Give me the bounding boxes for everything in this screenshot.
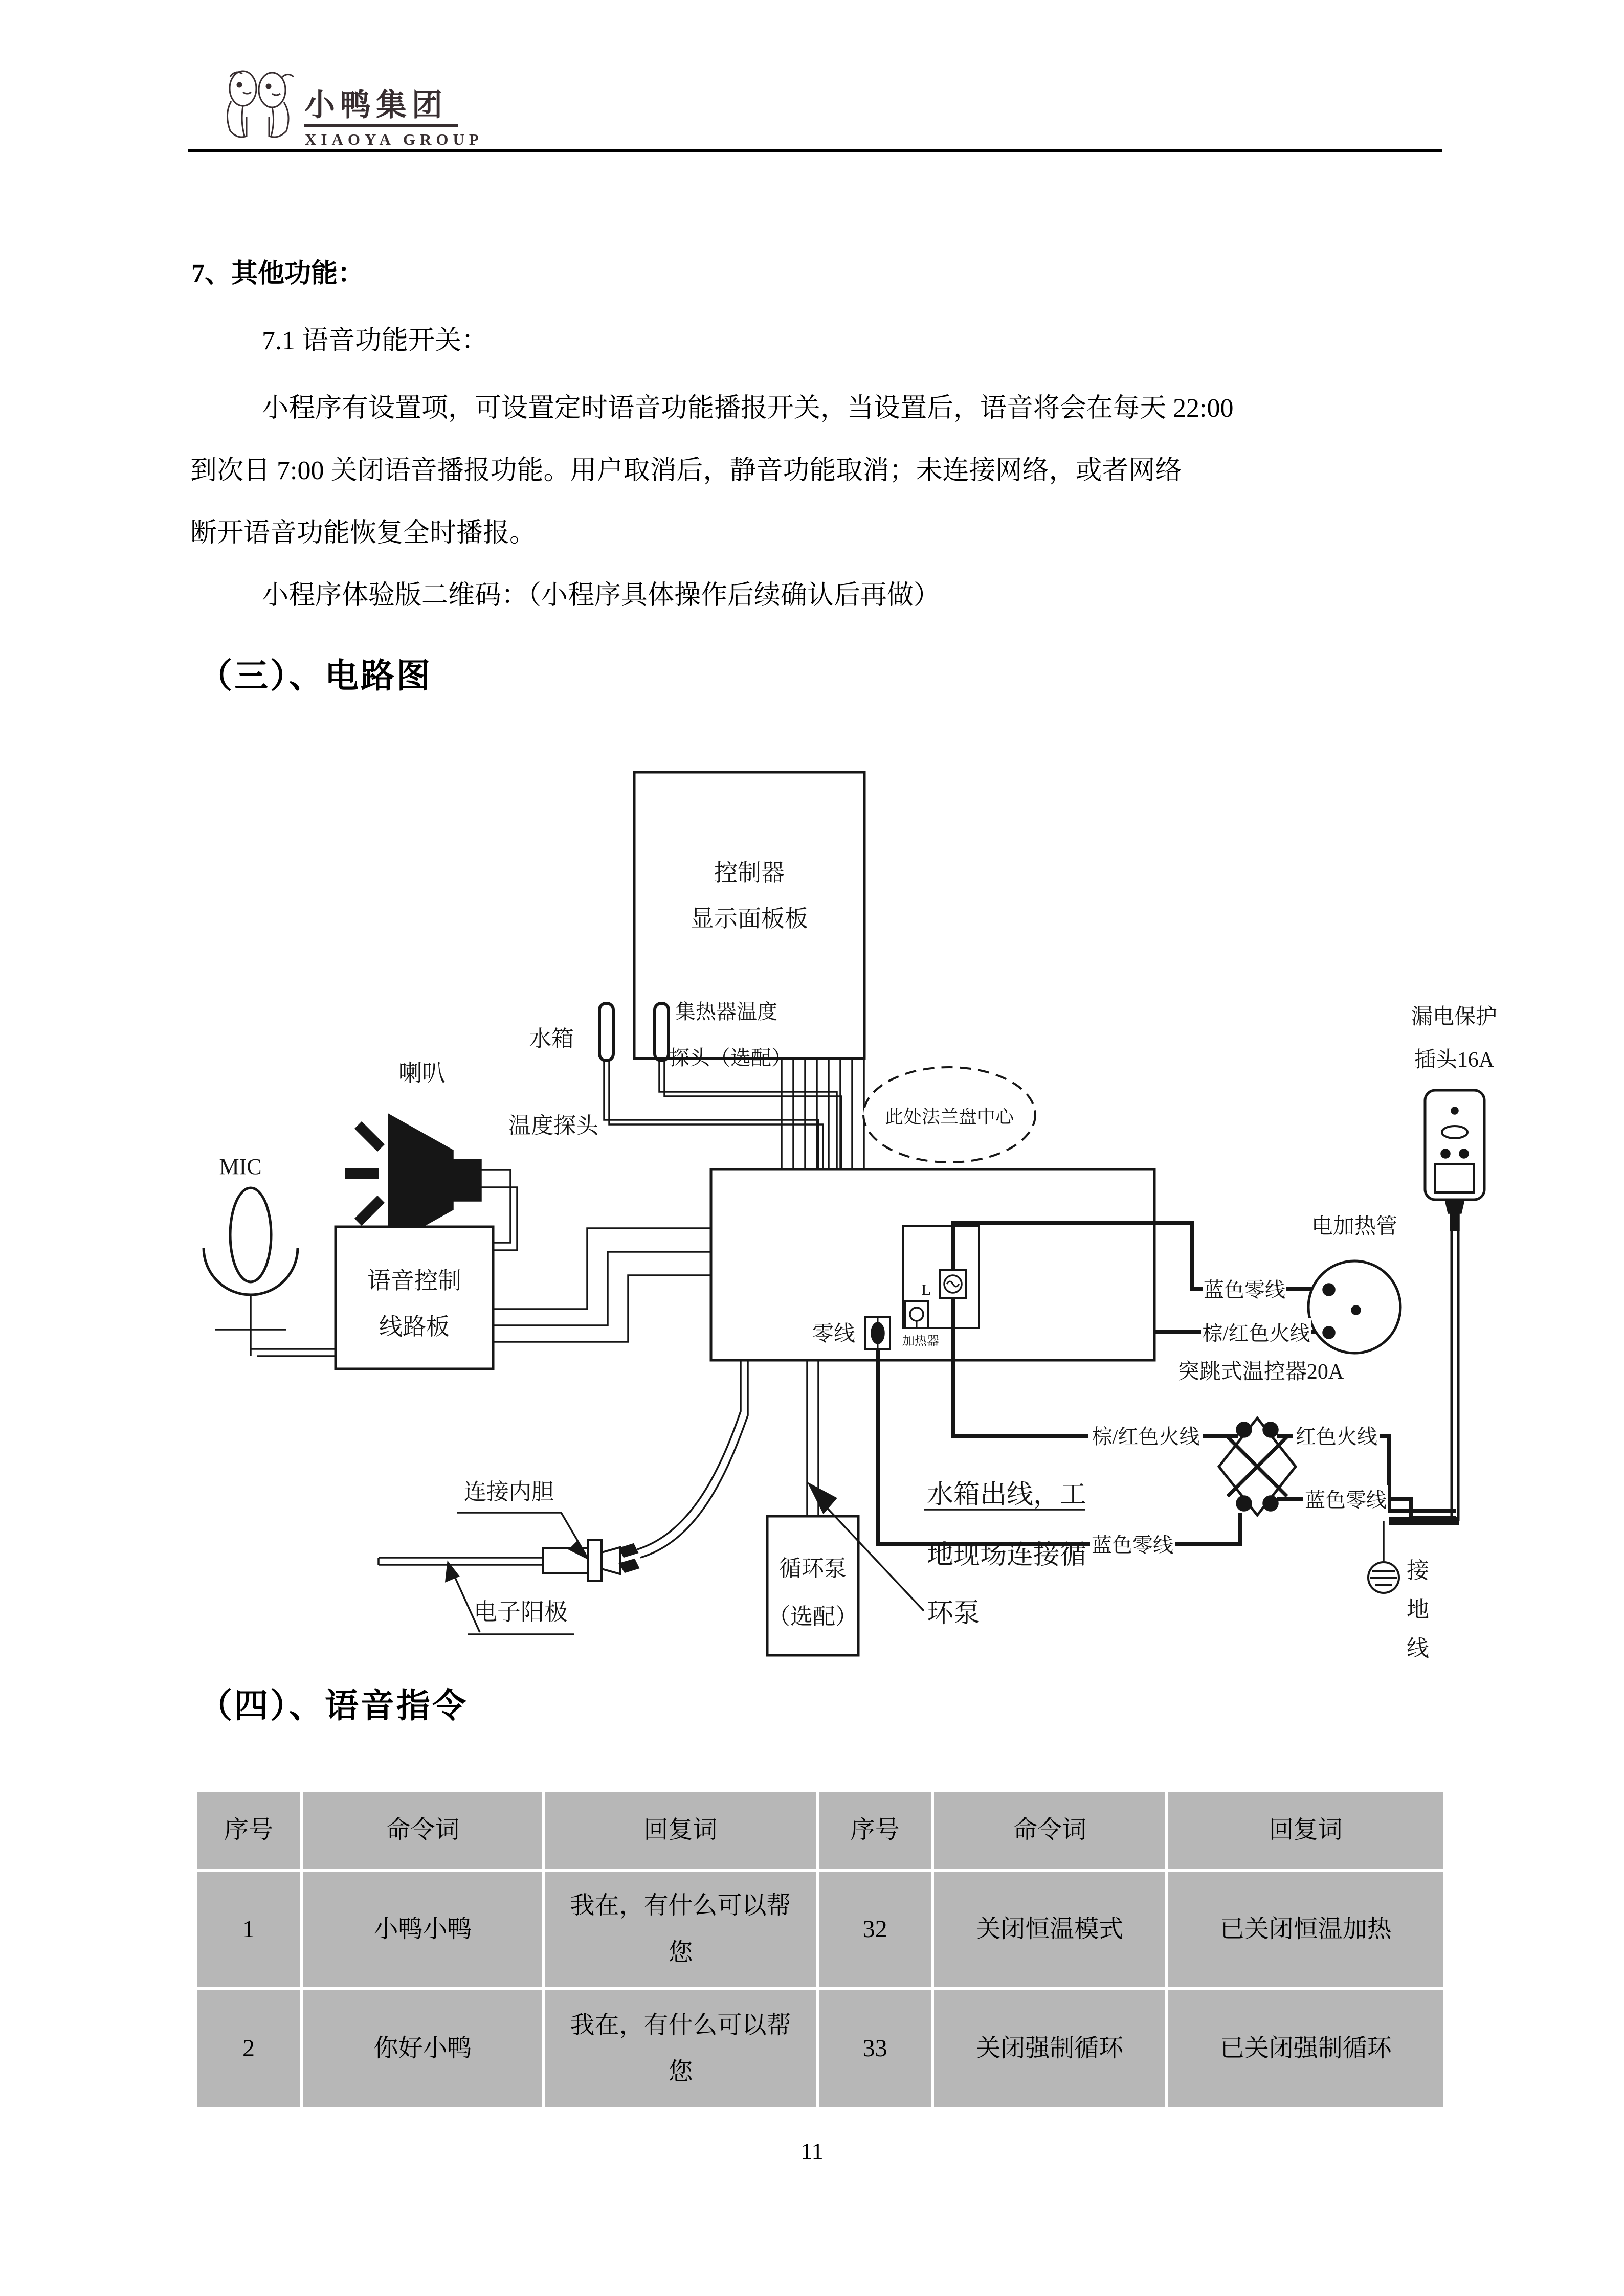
paragraph-line3: 断开语音功能恢复全时播报。 — [190, 519, 537, 548]
cell-index: 2 — [197, 1990, 300, 2107]
col-header-reply-left: 回复词 — [545, 1792, 816, 1869]
anode-icon — [379, 1361, 748, 1581]
connect-liner-label: 连接内胆 — [464, 1479, 554, 1504]
neutral-label: 零线 — [812, 1322, 856, 1346]
controller-label-2: 显示面板板 — [691, 906, 808, 932]
brand-name-en: XIAOYA GROUP — [305, 130, 483, 148]
col-header-index-left: 序号 — [197, 1792, 300, 1869]
cell-index: 33 — [819, 1990, 931, 2107]
table-row — [197, 1990, 1443, 2107]
mic-icon — [204, 1188, 298, 1330]
voice-board-box — [336, 1227, 493, 1369]
col-header-command-right: 命令词 — [934, 1792, 1165, 1869]
leakage-plug-icon — [1425, 1090, 1484, 1230]
col-header-index-right: 序号 — [819, 1792, 931, 1869]
voice-board-label-1: 语音控制 — [367, 1268, 461, 1294]
blue-neutral-right-label: 蓝色零线 — [1305, 1489, 1387, 1512]
header-divider — [188, 149, 1442, 152]
voice-command-table — [194, 1789, 1446, 2110]
cell-command: 你好小鸭 — [303, 1990, 542, 2107]
ground-label-2: 地 — [1407, 1597, 1429, 1622]
cell-reply: 我在，有什么可以帮您 — [545, 1872, 816, 1987]
page-number: 11 — [800, 2138, 824, 2164]
ground-icon — [1368, 1521, 1399, 1593]
anode-label: 电子阳极 — [474, 1599, 568, 1625]
table-header-row — [197, 1792, 1443, 1869]
junction-box — [711, 1169, 1154, 1360]
duck-logo-icon — [215, 65, 307, 142]
controller-label-1: 控制器 — [714, 860, 785, 886]
mic-label: MIC — [219, 1154, 262, 1179]
pump-box — [767, 1516, 858, 1655]
collector-probe-label-2: 探头（选配） — [669, 1046, 792, 1069]
leakage-plug-label-1: 漏电保护 — [1411, 1005, 1498, 1029]
outlet-note-line1: 水箱出线，工 — [927, 1480, 1087, 1510]
section4-heading: （四）、语音指令 — [198, 1687, 468, 1725]
brand-name-cn: 小鸭集团 — [304, 88, 448, 122]
table-row — [197, 1872, 1443, 1987]
cell-reply: 已关闭恒温加热 — [1168, 1872, 1443, 1987]
flange-note-label: 此处法兰盘中心 — [884, 1107, 1014, 1127]
blue-neutral-heater-label: 蓝色零线 — [1204, 1278, 1285, 1301]
speaker-label: 喇叭 — [398, 1060, 446, 1086]
circuit-diagram — [169, 736, 1581, 1662]
paragraph-line2: 到次日 7:00 关闭语音播报功能。用户取消后，静音功能取消；未连接网络，或者网络 — [190, 456, 1182, 485]
ground-label-3: 线 — [1407, 1636, 1429, 1661]
tank-probe-label-2: 温度探头 — [508, 1113, 598, 1138]
heater-small-label: 加热器 — [902, 1335, 939, 1348]
paragraph-line4: 小程序体验版二维码：（小程序具体操作后续确认后再做） — [262, 581, 941, 610]
pump-label-2: （选配） — [768, 1604, 858, 1629]
live-heater-label: 棕/红色火线 — [1202, 1322, 1310, 1345]
section71-heading: 7.1 语音功能开关： — [262, 326, 488, 355]
tank-probe-label-1: 水箱 — [529, 1026, 574, 1051]
cell-reply: 已关闭强制循环 — [1168, 1990, 1443, 2107]
col-header-reply-right: 回复词 — [1168, 1792, 1443, 1869]
red-live-label: 红色火线 — [1296, 1425, 1377, 1448]
ground-label-1: 接 — [1407, 1558, 1429, 1583]
leakage-plug-label-2: 插头16A — [1414, 1048, 1495, 1072]
thermostat-label: 突跳式温控器20A — [1177, 1360, 1344, 1384]
brand-underline — [304, 124, 458, 127]
xiaoya-logo — [215, 65, 307, 145]
outlet-note-line3: 环泵 — [927, 1599, 981, 1628]
collector-probe-label-1: 集热器温度 — [675, 1000, 777, 1023]
blue-neutral-left-label: 蓝色零线 — [1092, 1534, 1173, 1557]
heater-tube-label: 电加热管 — [1311, 1215, 1398, 1239]
pump-label-1: 循环泵 — [779, 1556, 847, 1581]
cell-command: 小鸭小鸭 — [303, 1872, 542, 1987]
section3-heading: （三）、电路图 — [198, 658, 432, 695]
voice-board-label-2: 线路板 — [379, 1314, 450, 1340]
cell-index: 1 — [197, 1872, 300, 1987]
cell-command: 关闭恒温模式 — [934, 1872, 1165, 1987]
live-mid-label: 棕/红色火线 — [1092, 1425, 1200, 1448]
cell-reply: 我在，有什么可以帮您 — [545, 1990, 816, 2107]
section7-heading: 7、其他功能： — [191, 259, 365, 288]
cell-command: 关闭强制循环 — [934, 1990, 1165, 2107]
heater-tube-icon — [1308, 1261, 1400, 1353]
cell-index: 32 — [819, 1872, 931, 1987]
lamp-l-label: L — [921, 1281, 931, 1298]
paragraph-line1: 小程序有设置项，可设置定时语音功能播报开关，当设置后，语音将会在每天 22:00 — [262, 394, 1234, 423]
col-header-command-left: 命令词 — [303, 1792, 542, 1869]
outlet-note-line2: 地现场连接循 — [927, 1541, 1087, 1570]
